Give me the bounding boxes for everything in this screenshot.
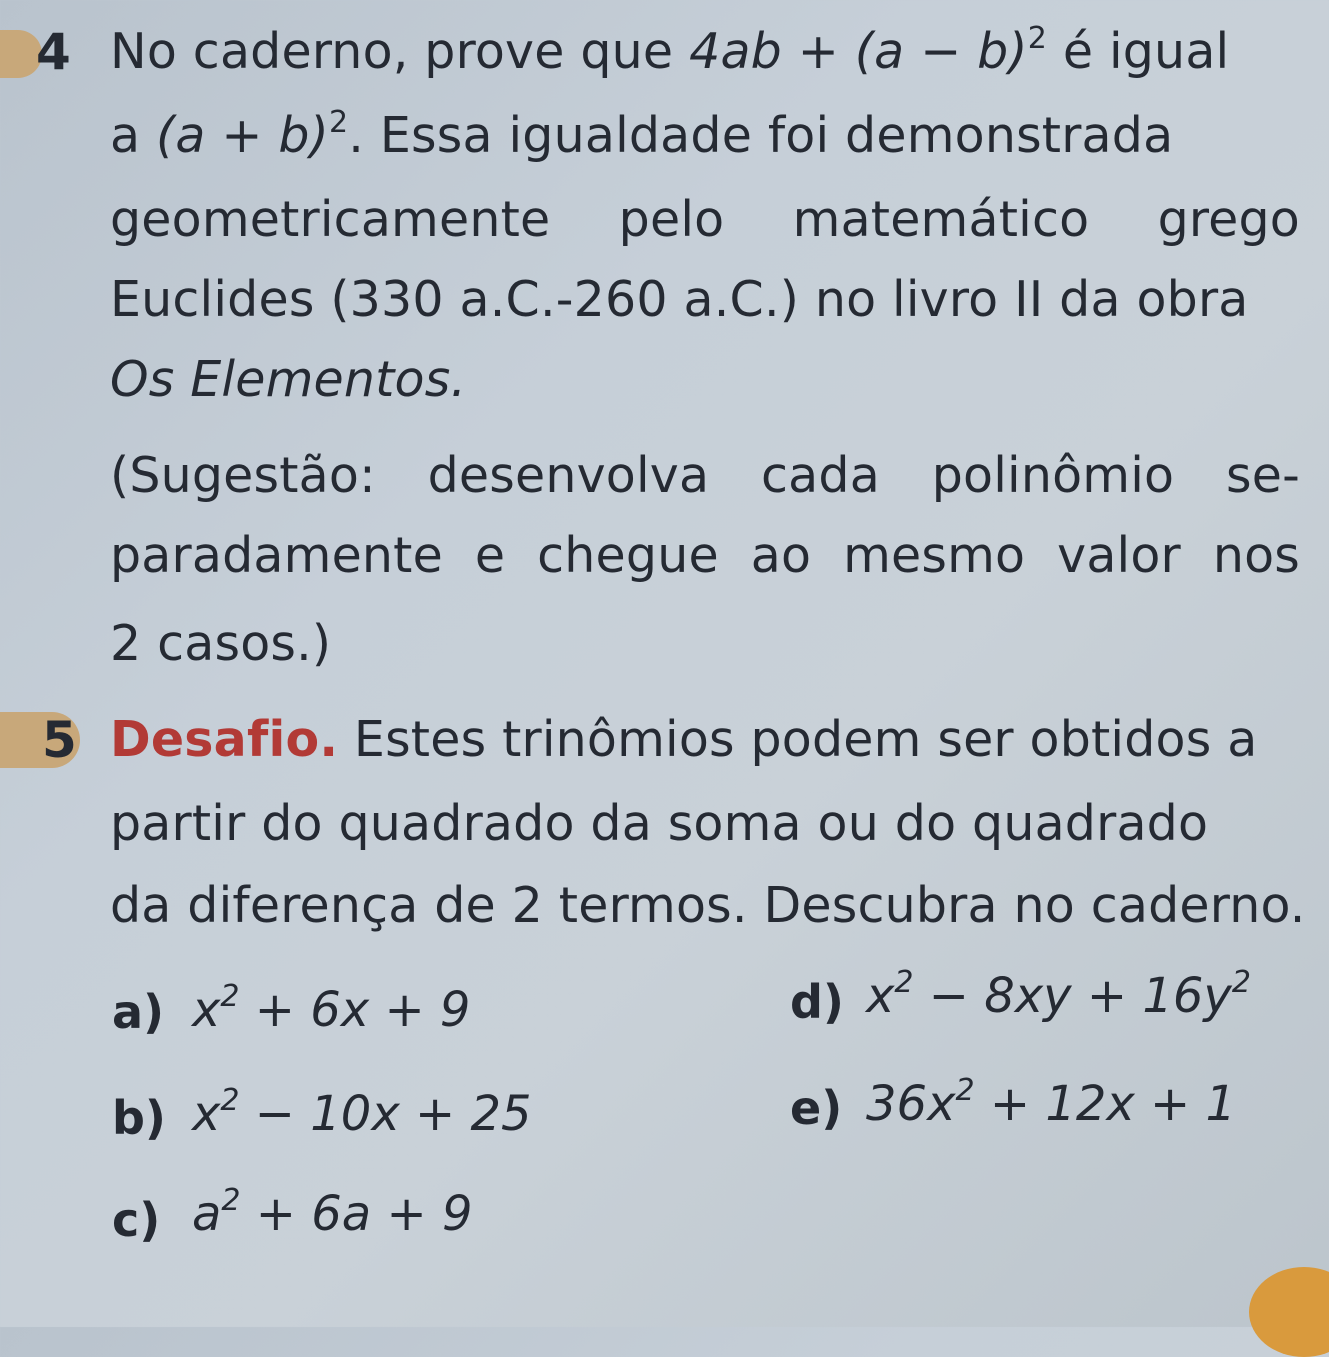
q4-book-title: Os Elementos.	[110, 351, 467, 408]
challenge-label: Desafio.	[110, 711, 339, 768]
q4-line-1: No caderno, prove que $4ab + (a - b)^2$ é igual	[110, 21, 1230, 80]
item-c-expression: $a^2 + 6a + 9$	[192, 1183, 473, 1242]
question-4-number: 4	[36, 23, 71, 81]
item-e-letter: e)	[790, 1081, 843, 1135]
page-corner-decoration	[1249, 1267, 1329, 1357]
item-c-letter: c)	[112, 1193, 161, 1247]
q5-line-1: Desafio. Estes trinômios podem ser obtidos a	[110, 711, 1258, 768]
item-a-expression: $x^2 + 6x + 9$	[192, 979, 471, 1038]
q4-line-3: geometricamente pelo matemático grego	[110, 191, 1300, 248]
item-a-letter: a)	[112, 985, 165, 1039]
q4-expression-1: 4ab + (a − b)	[689, 23, 1028, 80]
q4-line-2: a $(a + b)^2$. Essa igualdade foi demonstrada	[110, 105, 1174, 164]
q4-line-4: Euclides (330 a.C.-260 a.C.) no livro II da obra	[110, 271, 1249, 328]
q4-hint-line-1: (Sugestão: desenvolva cada polinômio se-	[110, 447, 1300, 504]
item-d-letter: d)	[790, 975, 844, 1029]
q4-expression-2: (a + b)	[156, 107, 329, 164]
q4-hint-line-3: 2 casos.)	[110, 615, 332, 672]
q4-hint-line-2: paradamente e chegue ao mesmo valor nos	[110, 527, 1300, 584]
question-5-number: 5	[42, 711, 77, 769]
q5-line-2: partir do quadrado da soma ou do quadrado	[110, 795, 1209, 852]
item-b-expression: $x^2 - 10x + 25$	[192, 1083, 532, 1142]
q5-line-3: da diferença de 2 termos. Descubra no caderno.	[110, 877, 1306, 934]
item-e-expression: $36x^2 + 12x + 1$	[866, 1073, 1237, 1132]
item-b-letter: b)	[112, 1091, 166, 1145]
item-d-expression: $x^2 - 8xy + 16y^2$	[866, 965, 1251, 1024]
